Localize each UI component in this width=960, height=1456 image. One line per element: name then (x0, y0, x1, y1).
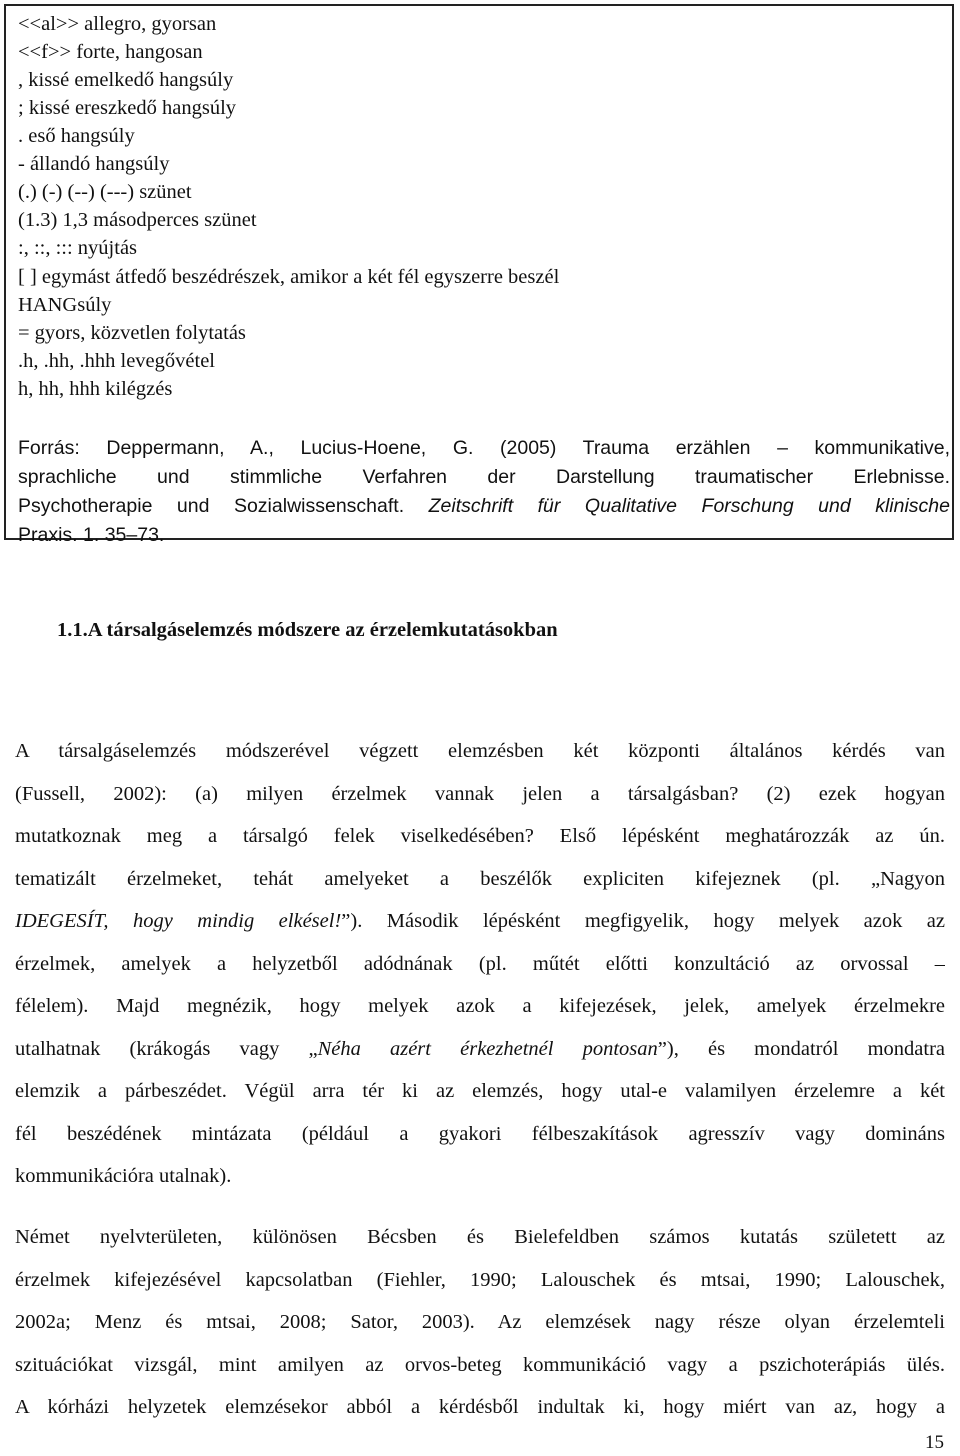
paragraph (15, 730, 945, 1198)
source-line: sprachliche und stimmliche Verfahren der Darstellung traumatischer Erlebnisse. (18, 466, 950, 488)
paragraph (15, 1216, 945, 1429)
source-line: Praxis. 1. 35–73. (18, 524, 165, 546)
legend-line: (1.3) 1,3 másodperces szünet (18, 209, 257, 231)
paragraph-line: tematizált érzelmeket, tehát amelyeket a beszélők expliciten kifejeznek (pl. „Nagyon (15, 867, 945, 890)
legend-line: = gyors, közvetlen folytatás (18, 322, 246, 344)
quote-text: IDEGESÍT, hogy mindig elkésel! (15, 910, 342, 932)
quote-text: Néha azért érkezhetnél pontosan (317, 1037, 658, 1060)
legend-line: :, ::, ::: nyújtás (18, 237, 138, 259)
paragraph-line: A kórházi helyzetek elemzésekor abból a kérdésből indultak ki, hogy miért van az, hogy a (15, 1396, 945, 1418)
paragraph-line: mutatkoznak meg a társalgó felek viselkedésében? Első lépésként meghatározzák az ún. (15, 825, 945, 847)
source-citation (18, 434, 950, 550)
legend-line: , kissé emelkedő hangsúly (18, 69, 234, 91)
paragraph-line: érzelmek kifejezésével kapcsolatban (Fiehler, 1990; Lalouschek és mtsai, 1990; Lalouschek, (15, 1268, 945, 1291)
paragraph-line: félelem). Majd megnézik, hogy melyek azok a kifejezések, jelek, amelyek érzelmekre (15, 995, 945, 1017)
paragraph-line: (Fussell, 2002): (a) milyen érzelmek vannak jelen a társalgásban? (2) ezek hogyan (15, 782, 945, 805)
legend-line: ; kissé ereszkedő hangsúly (18, 97, 237, 119)
legend-line: .h, .hh, .hhh levegővétel (18, 350, 215, 372)
transcription-legend-box (4, 4, 954, 546)
legend-line: <<f>> forte, hangosan (18, 41, 203, 63)
legend-line: h, hh, hhh kilégzés (18, 378, 173, 400)
legend-line: . eső hangsúly (18, 125, 135, 147)
legend-line: <<al>> allegro, gyorsan (18, 13, 217, 35)
paragraph-line (15, 1028, 945, 1071)
legend-line: [ ] egymást átfedő beszédrészek, amikor a két fél egyszerre beszél (18, 266, 560, 288)
paragraph-text: ”). Második lépésként megfigyelik, hogy melyek azok az (341, 910, 945, 932)
paragraph-line: érzelmek, amelyek a helyzetből adódnának (pl. műtét előtti konzultáció az orvossal – (15, 952, 945, 975)
paragraph-line: Német nyelvterületen, különösen Bécsben és Bielefeldben számos kutatás született az (15, 1226, 945, 1248)
section-heading: 1.1.A társalgáselemzés módszere az érzelemkutatásokban (57, 619, 558, 641)
source-text: Psychotherapie und Sozialwissenschaft. (18, 495, 429, 517)
source-line: Forrás: Deppermann, A., Lucius-Hoene, G. (2005) Trauma erzählen – kommunikative, (18, 437, 950, 459)
paragraph-line: szituációkat vizsgál, mint amilyen az orvos-beteg kommunikáció vagy a pszichoterápiás ülés. (15, 1353, 945, 1376)
paragraph-line (15, 900, 945, 943)
legend-line: (.) (-) (--) (---) szünet (18, 181, 192, 203)
paragraph-text: utalhatnak (krákogás vagy „ (15, 1037, 318, 1060)
paragraph-line: fél beszédének mintázata (például a gyakori félbeszakítások agresszív vagy domináns (15, 1122, 945, 1145)
paragraph-text: ”), és mondatról mondatra (657, 1037, 945, 1060)
source-line (18, 492, 950, 521)
paragraph-line: elemzik a párbeszédet. Végül arra tér ki az elemzés, hogy utal-e valamilyen érzelemre a két (15, 1080, 945, 1102)
legend-line: - állandó hangsúly (18, 153, 170, 175)
paragraph-line: A társalgáselemzés módszerével végzett elemzésben két központi általános kérdés van (15, 740, 945, 762)
page-number: 15 (925, 1432, 944, 1453)
legend-line: HANGsúly (18, 294, 112, 316)
paragraph-line: 2002a; Menz és mtsai, 2008; Sator, 2003). Az elemzések nagy része olyan érzelemteli (15, 1311, 945, 1333)
paragraph-line: kommunikációra utalnak). (15, 1165, 232, 1187)
journal-title: Zeitschrift für Qualitative Forschung und klinische (428, 495, 950, 517)
